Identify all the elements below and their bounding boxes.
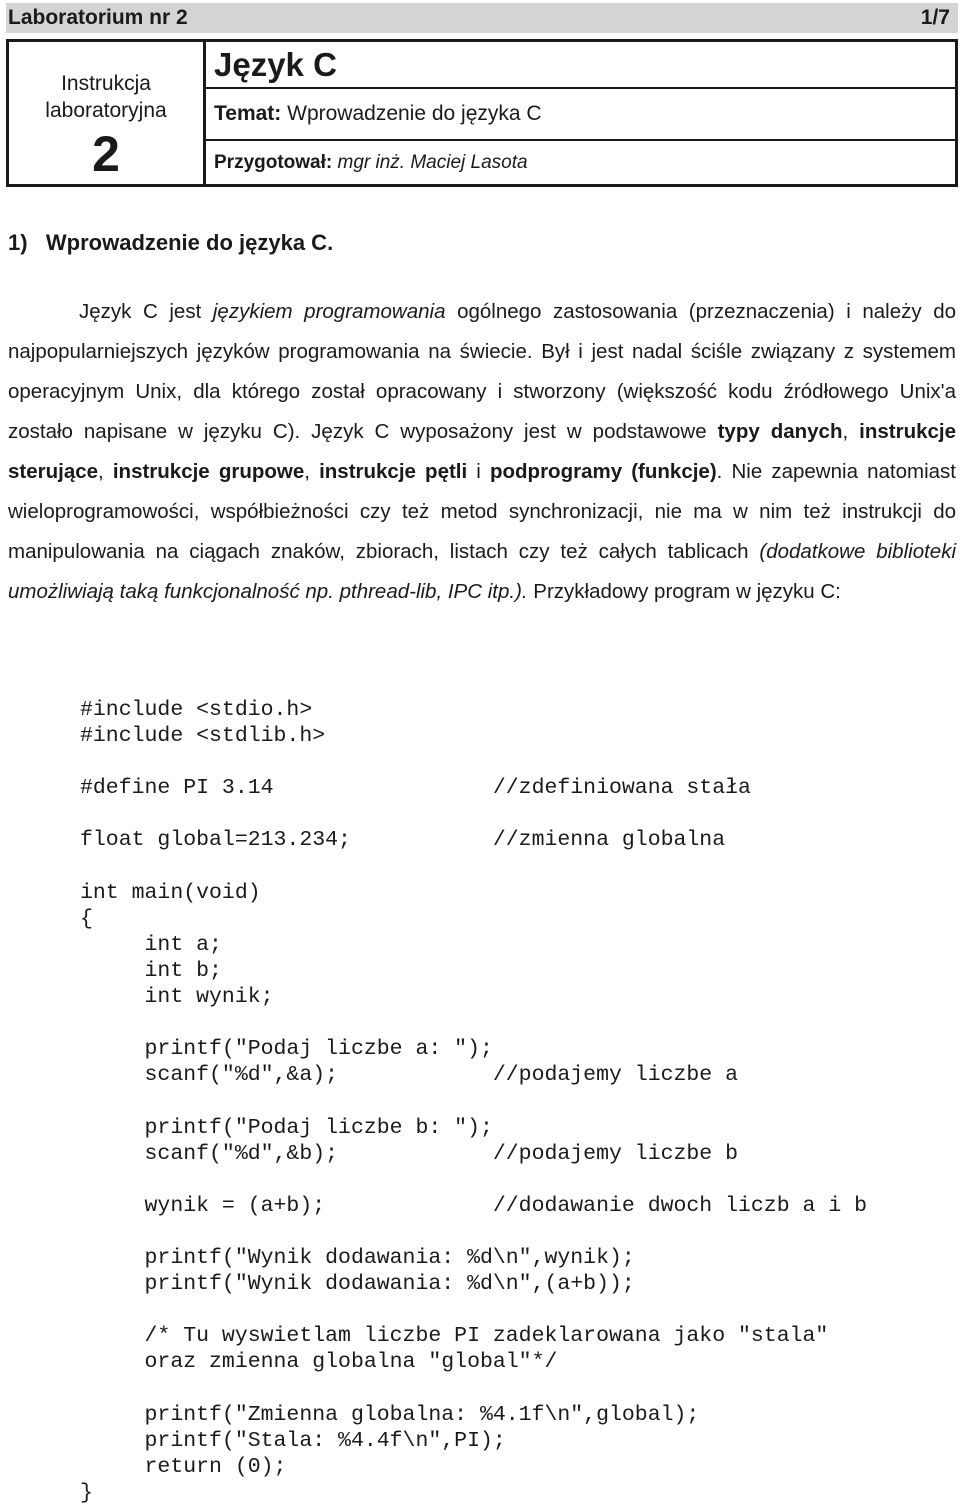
code-line: } — [80, 1480, 93, 1505]
code-line: printf("Wynik dodawania: %d\n",wynik); — [80, 1245, 635, 1270]
para-sep-1: , — [842, 420, 860, 443]
code-line: #include <stdio.h> — [80, 698, 313, 722]
code-line: float global=213.234; //zmienna globalna — [80, 828, 726, 853]
para-italic-programming-language: językiem programowania — [212, 300, 446, 323]
code-line: scanf("%d",&b); //podajemy liczbe b — [80, 1141, 739, 1166]
para-bold-subprograms: podprogramy (funkcje) — [489, 460, 717, 483]
para-bold-loop-statements: instrukcje pętli — [319, 460, 468, 483]
page-header-bar — [6, 3, 958, 33]
code-line: oraz zmienna globalna "global"*/ — [80, 1350, 558, 1375]
instruction-label-line1: Instrukcja — [61, 72, 151, 95]
code-line: scanf("%d",&a); //podajemy liczbe a — [80, 1063, 739, 1088]
topic-label: Temat: — [214, 102, 282, 125]
code-line: printf("Podaj liczbe b: "); — [80, 1115, 493, 1140]
instruction-cell — [9, 42, 206, 184]
code-line: #define PI 3.14 //zdefiniowana stała — [80, 776, 751, 801]
para-text-2: ogólnego zastosowania (przeznaczenia) i należy do najpopularniejszych języków programowania na świecie. Był i jest nadal ściśle związany z systemem operacyjnym Unix, dla którego został opracowany i stworzony (większość kodu źródłowego Unix'a zostało napisane w języku C). Język C wyposażony jest w podstawowe — [8, 300, 956, 443]
para-text-3: . Nie zapewnia natomiast wieloprogramowości, współbieżności czy też metod synchronizacji, nie ma w nim też instrukcji do manipulowania na ciągach znaków, zbiorach, listach czy też całych tablicach — [8, 460, 956, 563]
instruction-number: 2 — [92, 126, 120, 182]
para-bold-group-statements: instrukcje grupowe — [112, 460, 305, 483]
code-line: int b; — [80, 958, 222, 983]
instruction-label-line2: laboratoryjna — [45, 99, 167, 122]
para-bold-control-statements: instrukcje sterujące — [8, 420, 956, 483]
lab-number: Laboratorium nr 2 — [8, 6, 188, 29]
page-number: 1/7 — [920, 6, 950, 29]
code-listing — [80, 697, 867, 1506]
para-sep-2: , — [98, 460, 113, 483]
code-line: printf("Zmienna globalna: %4.1f\n",global); — [80, 1402, 700, 1427]
code-line: wynik = (a+b); //dodawanie dwoch liczb a i b — [80, 1193, 868, 1218]
code-line: return (0); — [80, 1454, 287, 1479]
code-line: int wynik; — [80, 985, 274, 1010]
code-line: printf("Podaj liczbe a: "); — [80, 1037, 493, 1062]
document-header-table — [6, 39, 958, 187]
author-value: mgr inż. Maciej Lasota — [332, 151, 528, 173]
para-text-4: Przykładowy program w języku C: — [527, 580, 841, 603]
section-heading: 1) Wprowadzenie do języka C. — [8, 230, 334, 255]
code-line: printf("Stala: %4.4f\n",PI); — [80, 1428, 506, 1453]
para-text-1: Język C jest — [79, 300, 213, 323]
code-line: /* Tu wyswietlam liczbe PI zadeklarowana jako "stala" — [80, 1324, 829, 1349]
para-italic-libraries: (dodatkowe biblioteki umożliwiają taką funkcjonalność np. pthread-lib, IPC itp.). — [8, 540, 956, 603]
intro-paragraph — [8, 292, 956, 612]
para-sep-4: i — [467, 460, 490, 483]
header-info-cell — [206, 42, 955, 184]
code-line: int main(void) — [80, 880, 261, 905]
author-row — [206, 141, 955, 184]
author-label: Przygotował: — [214, 151, 333, 173]
code-line: #include <stdlib.h> — [80, 724, 326, 749]
code-line: { — [80, 906, 93, 931]
topic-row — [206, 89, 955, 141]
document-title: Język C — [206, 42, 955, 89]
code-line: printf("Wynik dodawania: %d\n",(a+b)); — [80, 1272, 635, 1297]
para-bold-data-types: typy danych — [717, 420, 843, 443]
code-line: int a; — [80, 932, 222, 957]
para-sep-3: , — [304, 460, 320, 483]
topic-value: Wprowadzenie do języka C — [281, 102, 542, 125]
